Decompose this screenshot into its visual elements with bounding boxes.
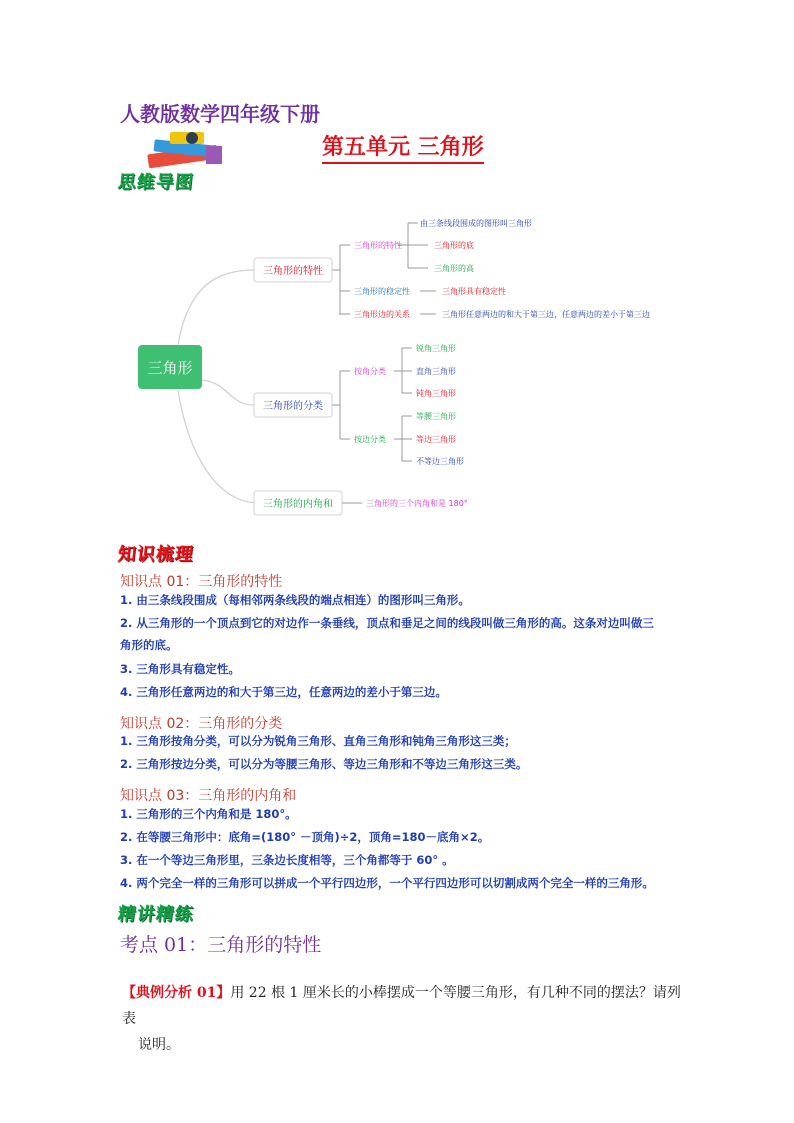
branch1-label: 三角形的特性 bbox=[263, 266, 323, 277]
branch1-sub1-leaf2: 三角形的底 bbox=[434, 241, 474, 250]
knowledge-point-1-item-4: 4. 三角形任意两边的和大于第三边，任意两边的差小于第三边。 bbox=[120, 685, 447, 699]
practice-section-title: 精讲精练 bbox=[116, 904, 195, 925]
branch3-leaf: 三角形的三个内角和是 180° bbox=[366, 499, 468, 508]
branch2-sub2-leaf3: 不等边三角形 bbox=[416, 457, 464, 466]
example-question bbox=[122, 980, 682, 1058]
knowledge-point-1-item-3: 3. 三角形具有稳定性。 bbox=[120, 662, 240, 676]
branch1-sub3-leaf: 三角形任意两边的和大于第三边，任意两边的差小于第三边 bbox=[442, 310, 650, 319]
knowledge-point-2-item-1: 1. 三角形按角分类，可以分为锐角三角形、直角三角形和钝角三角形这三类； bbox=[120, 734, 516, 748]
mind-map bbox=[118, 205, 678, 525]
knowledge-point-2-heading: 知识点 02：三角形的分类 bbox=[120, 716, 283, 732]
knowledge-point-1-item-1: 1. 由三条线段围成（每相邻两条线段的端点相连）的图形叫三角形。 bbox=[120, 593, 470, 607]
book-illustration bbox=[140, 128, 230, 170]
branch1-sub2-leaf: 三角形具有稳定性 bbox=[442, 287, 506, 296]
knowledge-point-3-item-3: 3. 在一个等边三角形里，三条边长度相等，三个角都等于 60° 。 bbox=[120, 853, 454, 867]
branch2-sub1-leaf1: 锐角三角形 bbox=[416, 344, 456, 353]
branch3-label: 三角形的内角和 bbox=[263, 499, 333, 510]
kaodian-heading: 考点 01：三角形的特性 bbox=[120, 934, 322, 956]
mindmap-section-title: 思维导图 bbox=[116, 172, 195, 193]
branch2-label: 三角形的分类 bbox=[263, 401, 323, 412]
branch2-sub1-label: 按角分类 bbox=[354, 367, 386, 376]
branch1-sub2-label: 三角形的稳定性 bbox=[354, 287, 410, 296]
knowledge-point-3-item-2: 2. 在等腰三角形中：底角=(180° －顶角)÷2，顶角=180－底角×2。 bbox=[120, 830, 490, 844]
knowledge-point-3-heading: 知识点 03：三角形的内角和 bbox=[120, 788, 297, 804]
knowledge-section-title: 知识梳理 bbox=[116, 544, 195, 565]
example-text-cont: 说明。 bbox=[138, 1037, 180, 1053]
knowledge-point-1-heading: 知识点 01：三角形的特性 bbox=[120, 574, 283, 590]
branch2-sub2-label: 按边分类 bbox=[354, 435, 386, 444]
branch2-sub1-leaf2: 直角三角形 bbox=[416, 367, 456, 376]
branch1-sub1-leaf3: 三角形的高 bbox=[434, 264, 474, 273]
branch2-sub2-leaf1: 等腰三角形 bbox=[416, 412, 456, 421]
branch1-sub1-label: 三角形的特性 bbox=[354, 241, 402, 250]
branch2-sub1-leaf3: 钝角三角形 bbox=[416, 389, 456, 398]
mindmap-root-label: 三角形 bbox=[147, 359, 193, 377]
knowledge-point-3-item-4: 4. 两个完全一样的三角形可以拼成一个平行四边形，一个平行四边形可以切割成两个完全一样的三角形。 bbox=[120, 876, 654, 890]
branch1-sub1-leaf1: 由三条线段围成的图形叫三角形 bbox=[420, 219, 532, 228]
knowledge-point-1-item-2: 2. 从三角形的一个顶点到它的对边作一条垂线，顶点和垂足之间的线段叫做三角形的高。这条对边叫做三 bbox=[120, 616, 654, 630]
unit-title: 第五单元 三角形 bbox=[322, 130, 484, 164]
branch2-sub2-leaf2: 等边三角形 bbox=[416, 435, 456, 444]
knowledge-point-3-item-1: 1. 三角形的三个内角和是 180°。 bbox=[120, 807, 297, 821]
branch1-sub3-label: 三角形边的关系 bbox=[354, 310, 410, 319]
example-text: 用 22 根 1 厘米长的小棒摆成一个等腰三角形，有几种不同的摆法？请列表 bbox=[122, 985, 681, 1027]
example-tag: 【典例分析 01】 bbox=[122, 985, 231, 1001]
knowledge-point-1-item-2-cont: 角形的底。 bbox=[120, 638, 178, 652]
knowledge-point-2-item-2: 2. 三角形按边分类，可以分为等腰三角形、等边三角形和不等边三角形这三类。 bbox=[120, 757, 528, 771]
book-title: 人教版数学四年级下册 bbox=[120, 102, 320, 126]
